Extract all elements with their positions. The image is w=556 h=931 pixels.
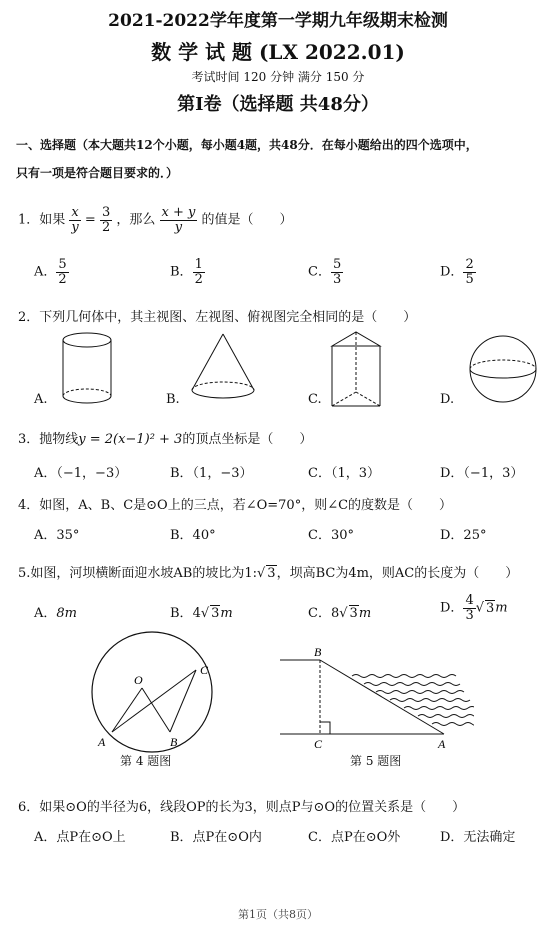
q1-option-a[interactable]: A． $\frac{5}{2}$ [34,257,67,287]
q5-option-a[interactable]: A．8m [34,606,77,621]
q2-option-a[interactable]: A. [34,392,48,407]
q5-option-b[interactable]: B．4√ 3m [170,606,233,621]
question-2-stem: 2．下列几何体中，其主视图、左视图、俯视图完全相同的是（ ） [18,310,417,325]
question-3-stem: 3．抛物线y = 2(x−1)² + 3的顶点坐标是（ ） [18,432,313,447]
q4-option-c[interactable]: C．30° [308,528,354,543]
question-4-stem: 4．如图，A、B、C是⊙O上的三点，若∠O=70°，则∠C的度数是（ ） [18,498,453,513]
q5-option-c[interactable]: C．8√ 3m [308,606,372,621]
q4-option-b[interactable]: B．40° [170,528,216,543]
label-a: A [98,735,106,749]
q6-option-c[interactable]: C．点P在⊙O外 [308,830,401,845]
q4-option-a[interactable]: A．35° [34,528,80,543]
section-instruction-line1: 一、选择题（本大题共12个小题，每小题4题，共48分．在每小题给出的四个选项中， [16,138,478,152]
section-instruction-line2: 只有一项是符合题目要求的．） [16,166,179,180]
label-b: B [170,735,178,749]
fig4-caption: 第 4 题图 [120,754,172,768]
q1-option-d[interactable]: D． $\frac{2}{5}$ [440,257,474,287]
q1-option-c[interactable]: C． $\frac{5}{3}$ [308,257,342,287]
q3-formula: y = 2(x−1)² + 3 [78,432,183,447]
q1-option-b[interactable]: B． $\frac{1}{2}$ [170,257,203,287]
cylinder-figure [56,330,118,406]
q3-option-c[interactable]: C．（1，3） [308,466,380,481]
label-c: C [200,663,209,677]
q3-option-a[interactable]: A．（−1，−3） [34,466,128,481]
q3-option-b[interactable]: B．（1，−3） [170,466,253,481]
label-o: O [134,673,143,687]
subject-title: 数 学 试 题 (LX 2022.01) [151,40,405,64]
label-b: B [314,645,322,659]
page-footer: 第1页（共8页） [238,908,318,921]
q2-option-d[interactable]: D. [440,392,455,407]
exam-title: 2021-2022学年度第一学期九年级期末检测 [108,11,448,31]
label-a: A [438,737,446,751]
fig5-caption: 第 5 题图 [350,754,402,768]
q6-option-d[interactable]: D．无法确定 [440,830,516,845]
cone-figure [186,330,260,406]
question-5-stem: 5.如图，河坝横断面迎水坡AB的坡比为1:√ 3，坝高BC为4m，则AC的长度为（ ） [18,566,519,581]
sphere-figure [466,332,540,406]
q3-option-d[interactable]: D．（−1，3） [440,466,524,481]
q6-option-a[interactable]: A．点P在⊙O上 [34,830,126,845]
question-6-stem: 6．如果⊙O的半径为6，线段OP的长为3，则点P与⊙O的位置关系是（ ） [18,800,466,815]
part-title: 第Ⅰ卷（选择题 共48分） [177,94,379,115]
label-c: C [314,737,323,751]
triangular-prism-figure [328,328,384,410]
q1-rhs-fraction: $\frac{3}{2}$ [101,205,111,235]
exam-info: 考试时间 120 分钟 满分 150 分 [191,70,365,84]
q5-dam-figure [278,644,474,752]
q2-option-b[interactable]: B. [166,392,180,407]
q1-lhs-fraction: $\frac{x}{y}$ [71,205,79,235]
q5-option-d[interactable]: D． $\frac{4}{3}$ √ 3m [440,593,508,623]
question-1-stem: 1．如果 $\frac{x}{y}$ = $\frac{3}{2}$ ，那么 $\frac{x + y}{y}$ 的值是（ ） [18,205,293,235]
q1-expression-fraction: $\frac{x + y}{y}$ [161,205,196,235]
q4-option-d[interactable]: D．25° [440,528,487,543]
q2-option-c[interactable]: C. [308,392,322,407]
q4-circle-figure [84,630,224,754]
q6-option-b[interactable]: B．点P在⊙O内 [170,830,262,845]
